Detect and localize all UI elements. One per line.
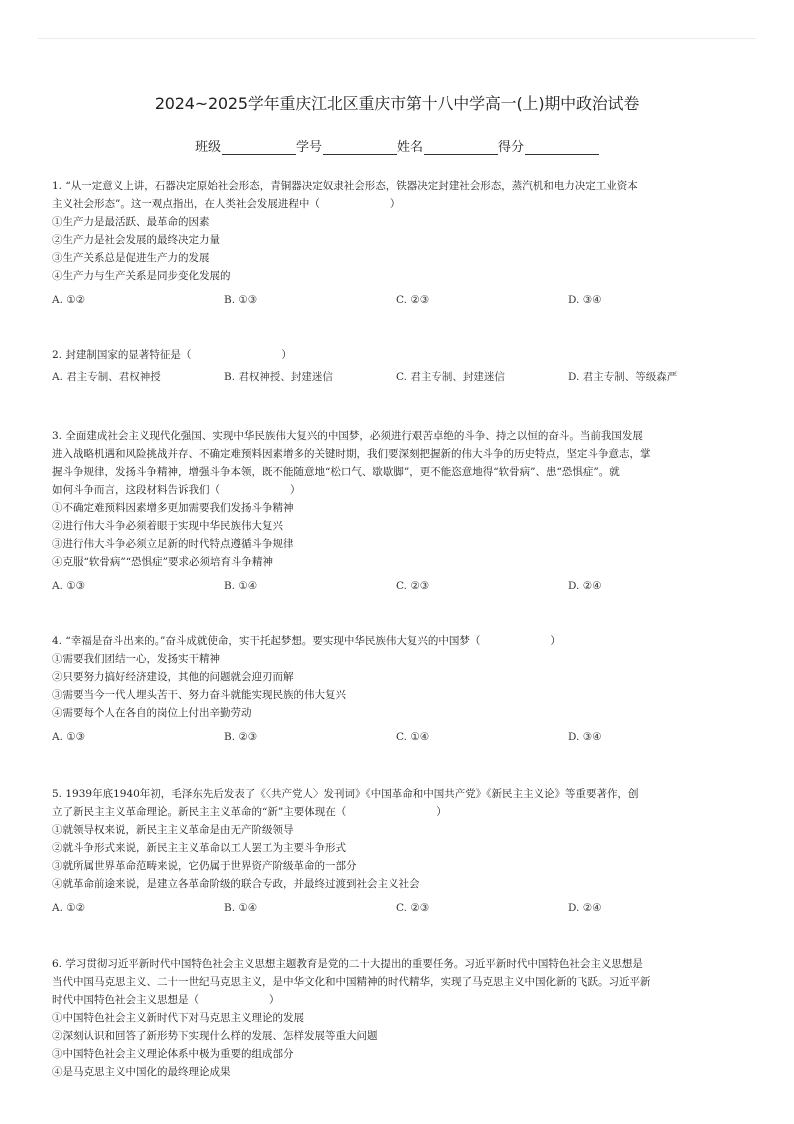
option-a[interactable]: A. ①② xyxy=(52,902,86,914)
statement: ③需要当今一代人埋头苦干、努力奋斗就能实现民族的伟大复兴 xyxy=(52,689,346,701)
options-row xyxy=(52,899,752,917)
question-6 xyxy=(52,955,752,1081)
option-a[interactable]: A. ①③ xyxy=(52,731,86,743)
statement: ③就所属世界革命范畴来说，它仍属于世界资产阶级革命的一部分 xyxy=(52,860,357,872)
statement: ②进行伟大斗争必须着眼于实现中华民族伟大复兴 xyxy=(52,520,283,532)
option-d[interactable]: D. 君主专制、等级森严 xyxy=(568,371,678,383)
option-b[interactable]: B. 君权神授、封建迷信 xyxy=(224,371,333,383)
statement: ④是马克思主义中国化的最终理论成果 xyxy=(52,1066,231,1078)
option-c[interactable]: C. ②③ xyxy=(396,580,430,592)
option-a[interactable]: A. ①② xyxy=(52,294,86,306)
statement: ①中国特色社会主义新时代下对马克思主义理论的发展 xyxy=(52,1012,304,1024)
statement: ②就斗争形式来说，新民主主义革命以工人罢工为主要斗争形式 xyxy=(52,842,346,854)
question-5 xyxy=(52,785,752,917)
options-row xyxy=(52,577,752,595)
option-d[interactable]: D. ②④ xyxy=(568,580,602,592)
question-stem: 5. 1939年底1940年初，毛泽东先后发表了《〈共产党人〉发刊词》《中国革命和中国共产党》《新民主主义论》等重要著作，创 立了新民主主义革命理论。新民主主义革命的“新”主要体现在（ ） xyxy=(52,788,639,818)
question-2 xyxy=(52,346,752,386)
name-blank[interactable] xyxy=(424,141,498,155)
statement: ④需要每个人在各自的岗位上付出辛勤劳动 xyxy=(52,707,252,719)
class-field[interactable] xyxy=(195,136,296,155)
question-3 xyxy=(52,427,752,595)
option-a[interactable]: A. 君主专制、君权神授 xyxy=(52,371,161,383)
statement: ①需要我们团结一心，发扬实干精神 xyxy=(52,653,220,665)
options-row xyxy=(52,291,752,309)
question-1 xyxy=(52,177,752,309)
statement: ③进行伟大斗争必须立足新的时代特点遵循斗争规律 xyxy=(52,538,294,550)
option-b[interactable]: B. ①③ xyxy=(224,294,258,306)
question-stem: 1. “从一定意义上讲，石器决定原始社会形态，青铜器决定奴隶社会形态，铁器决定封建社会形态，蒸汽机和电力决定工业资本 主义社会形态”。这一观点指出，在人类社会发展进程中（ ） xyxy=(52,180,638,210)
option-b[interactable]: B. ②③ xyxy=(224,731,258,743)
page-title: 2024~2025学年重庆江北区重庆市第十八中学高一(上)期中政治试卷 xyxy=(154,94,640,113)
student-info-row xyxy=(0,136,794,155)
statement: ②深刻认识和回答了新形势下实现什么样的发展、怎样发展等重大问题 xyxy=(52,1030,378,1042)
option-d[interactable]: D. ②④ xyxy=(568,902,602,914)
option-c[interactable]: C. ①④ xyxy=(396,731,430,743)
statement: ③生产关系总是促进生产力的发展 xyxy=(52,252,210,264)
statement: ①就领导权来说，新民主主义革命是由无产阶级领导 xyxy=(52,824,294,836)
top-divider xyxy=(38,38,756,39)
options-row xyxy=(52,728,752,746)
question-stem: 2. 封建制国家的显著特征是（ ） xyxy=(52,349,292,361)
option-d[interactable]: D. ③④ xyxy=(568,731,602,743)
option-b[interactable]: B. ①④ xyxy=(224,580,258,592)
option-d[interactable]: D. ③④ xyxy=(568,294,602,306)
question-4 xyxy=(52,632,752,746)
question-stem: 4. “幸福是奋斗出来的。”奋斗成就使命，实干托起梦想。要实现中华民族伟大复兴的中国梦（ ） xyxy=(52,635,561,647)
score-label: 得分 xyxy=(498,140,525,155)
statement: ④克服“软骨病”“恐惧症”要求必须培育斗争精神 xyxy=(52,556,273,568)
question-stem: 6. 学习贯彻习近平新时代中国特色社会主义思想主题教育是党的二十大提出的重要任务。习近平新时代中国特色社会主义思想是 当代中国马克思主义、二十一世纪马克思主义，是中华文化和中国精神的时代精华，实现了马克思主义中国化新的飞跃。习近平新 时代中国特色社会主义思想是（ ） xyxy=(52,958,651,1006)
name-field[interactable] xyxy=(397,136,498,155)
option-a[interactable]: A. ①③ xyxy=(52,580,86,592)
option-c[interactable]: C. ②③ xyxy=(396,294,430,306)
statement: ④生产力与生产关系是同步变化发展的 xyxy=(52,270,231,282)
class-label: 班级 xyxy=(194,140,221,155)
option-c[interactable]: C. 君主专制、封建迷信 xyxy=(396,371,505,383)
score-field[interactable] xyxy=(498,136,599,155)
options-row xyxy=(52,368,752,386)
statement: ①生产力是最活跃、最革命的因素 xyxy=(52,216,210,228)
name-label: 姓名 xyxy=(397,140,424,155)
statement: ④就革命前途来说，是建立各革命阶级的联合专政，并最终过渡到社会主义社会 xyxy=(52,878,420,890)
option-c[interactable]: C. ②③ xyxy=(396,902,430,914)
statement: ③中国特色社会主义理论体系中极为重要的组成部分 xyxy=(52,1048,294,1060)
option-b[interactable]: B. ①④ xyxy=(224,902,258,914)
student-number-blank[interactable] xyxy=(323,141,397,155)
statement: ②只要努力搞好经济建设，其他的问题就会迎刃而解 xyxy=(52,671,294,683)
score-blank[interactable] xyxy=(525,141,599,155)
class-blank[interactable] xyxy=(222,141,296,155)
student-number-field[interactable] xyxy=(296,136,397,155)
statement: ②生产力是社会发展的最终决定力量 xyxy=(52,234,220,246)
statement: ①不确定难预料因素增多更加需要我们发扬斗争精神 xyxy=(52,502,294,514)
student-number-label: 学号 xyxy=(295,140,322,155)
question-stem: 3. 全面建成社会主义现代化强国、实现中华民族伟大复兴的中国梦，必须进行艰苦卓绝的斗争、持之以恒的奋斗。当前我国发展 进入战略机遇和风险挑战并存、不确定难预料因素增多的关键时期，我们要深刻把握新的伟大斗争的历史特点，坚定斗争意志，掌 握斗争规律，发扬斗争精神，增强斗争本领，既不能随意地“松口气、歇歇脚”，更不能恣意地得“软骨病”、患“恐惧症”。就 如何斗争而言，这段材料告诉我们（ ） xyxy=(52,430,651,496)
